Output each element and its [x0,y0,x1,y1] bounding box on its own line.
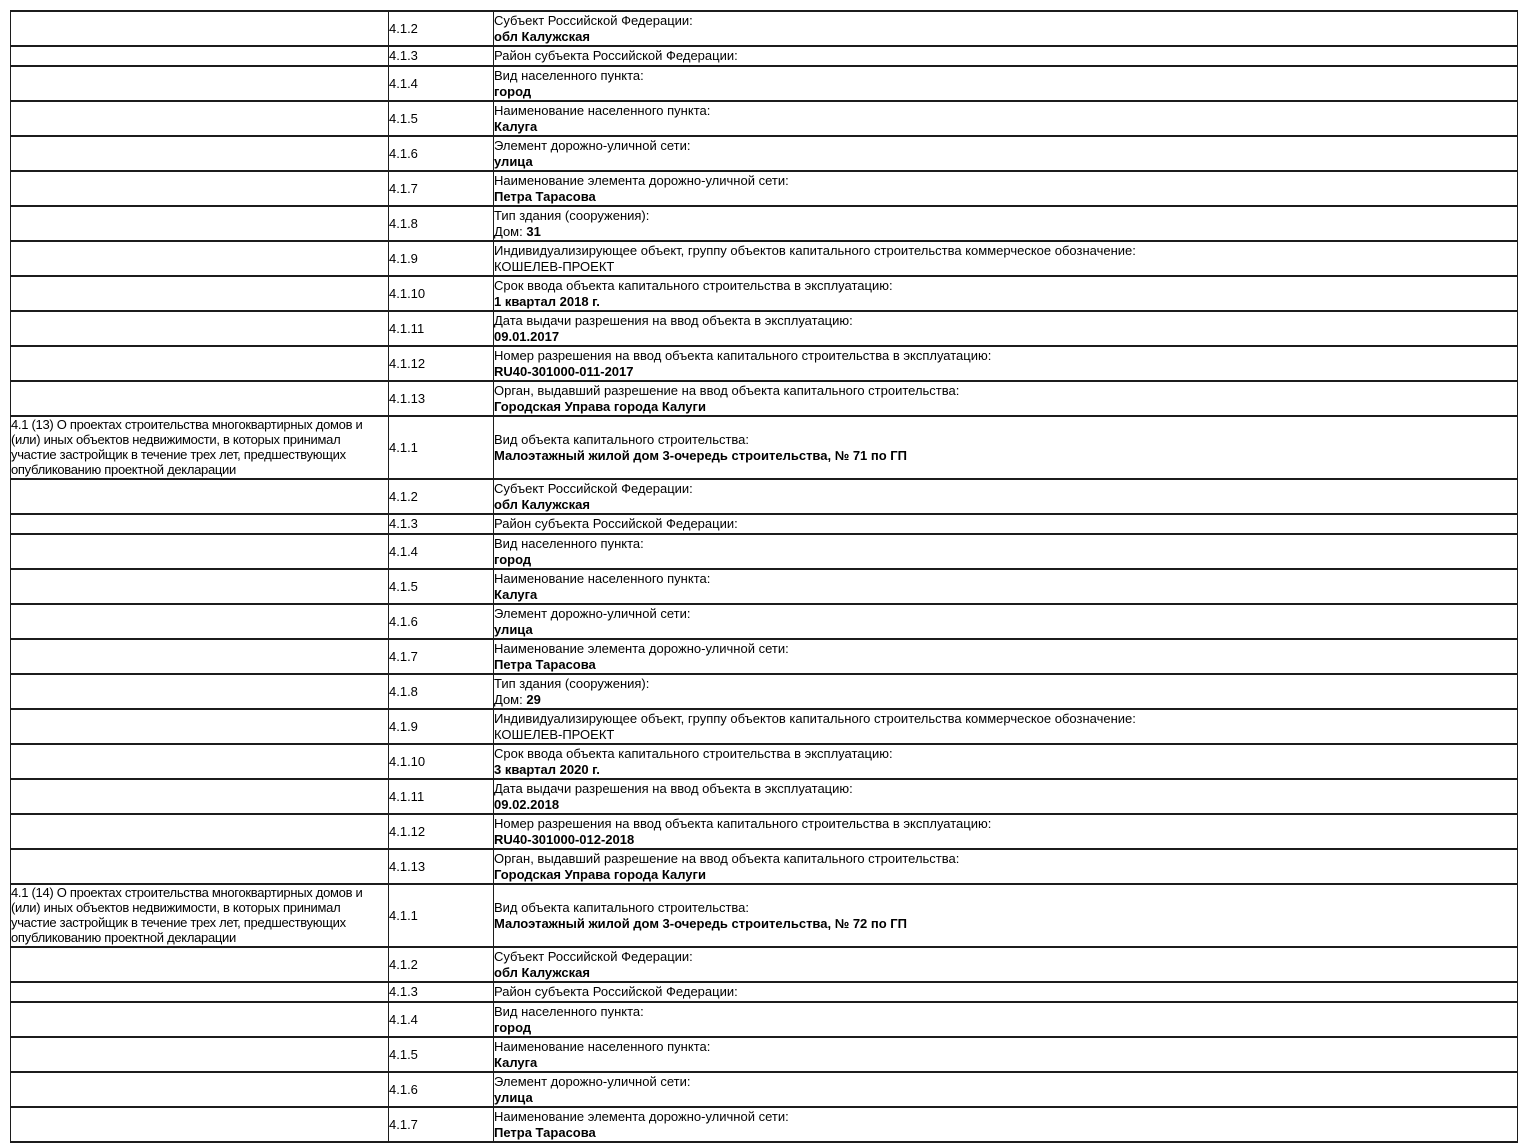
item-content-cell [494,311,1518,346]
field-value-text: Малоэтажный жилой дом 3-очередь строительства, № 72 по ГП [494,915,908,931]
item-code-cell: 4.1.13 [389,381,494,416]
table-row [11,311,1518,346]
item-content-cell [494,982,1518,1002]
section-description-cell [11,311,389,346]
field-value [494,294,1517,310]
item-code-cell: 4.1.7 [389,639,494,674]
field-value-text: 3 квартал 2020 г. [494,761,600,777]
section-description-cell [11,779,389,814]
item-content-cell [494,11,1518,46]
item-code-cell: 4.1.6 [389,136,494,171]
field-label: Тип здания (сооружения): [494,207,650,223]
table-row [11,346,1518,381]
item-code-cell: 4.1.8 [389,206,494,241]
item-code-cell: 4.1.2 [389,947,494,982]
item-content-cell [494,479,1518,514]
table-row [11,1107,1518,1142]
field-value-text: 1 квартал 2018 г. [494,293,600,309]
table-row [11,381,1518,416]
table-row [11,241,1518,276]
item-content-cell [494,416,1518,479]
table-row [11,11,1518,46]
section-description-cell [11,514,389,534]
item-code-cell: 4.1.3 [389,514,494,534]
item-content-cell [494,779,1518,814]
field-label: Элемент дорожно-уличной сети: [494,137,691,153]
section-description-cell [11,66,389,101]
table-row [11,479,1518,514]
field-value [494,1055,1517,1071]
section-description-cell [11,171,389,206]
field-label: Вид населенного пункта: [494,1003,644,1019]
table-row [11,534,1518,569]
item-code-cell: 4.1.7 [389,171,494,206]
field-label: Дата выдачи разрешения на ввод объекта в эксплуатацию: [494,312,853,328]
table-row [11,639,1518,674]
field-value [494,692,1517,708]
item-code-cell: 4.1.6 [389,1072,494,1107]
item-content-cell [494,1037,1518,1072]
item-content-cell [494,849,1518,884]
section-description-cell [11,101,389,136]
item-content-cell [494,346,1518,381]
section-description-cell [11,1072,389,1107]
item-code-cell: 4.1.4 [389,534,494,569]
field-label: Элемент дорожно-уличной сети: [494,1073,691,1089]
field-value-text: улица [494,621,533,637]
item-code-cell: 4.1.13 [389,849,494,884]
table-row [11,779,1518,814]
field-value [494,916,1517,932]
field-value-text: обл Калужская [494,28,590,44]
field-value-text: город [494,1019,532,1035]
item-content-cell [494,709,1518,744]
item-content-cell [494,381,1518,416]
field-value-text: Петра Тарасова [494,188,596,204]
table-row [11,206,1518,241]
item-code-cell: 4.1.10 [389,744,494,779]
section-description-cell [11,11,389,46]
field-value [494,797,1517,813]
section-description-cell [11,604,389,639]
section-description-cell [11,346,389,381]
field-label: Субъект Российской Федерации: [494,948,693,964]
item-code-cell: 4.1.5 [389,1037,494,1072]
item-content-cell [494,66,1518,101]
item-content-cell [494,1107,1518,1142]
field-label: Вид населенного пункта: [494,535,644,551]
field-value [494,119,1517,135]
field-value [494,399,1517,415]
field-value-text: Городская Управа города Калуги [494,398,706,414]
field-value-text: Петра Тарасова [494,1124,596,1140]
field-value [494,224,1517,240]
field-label: Район субъекта Российской Федерации: [494,984,738,999]
field-label: Наименование населенного пункта: [494,570,711,586]
table-body [11,11,1518,1142]
field-value-text: Петра Тарасова [494,656,596,672]
item-content-cell [494,101,1518,136]
field-value [494,29,1517,45]
field-value [494,832,1517,848]
section-description-cell [11,534,389,569]
item-content-cell [494,814,1518,849]
table-row [11,101,1518,136]
table-row [11,514,1518,534]
field-value-text: 29 [526,691,541,707]
field-value [494,189,1517,205]
item-code-cell: 4.1.3 [389,46,494,66]
item-code-cell: 4.1.12 [389,346,494,381]
field-value-text: Городская Управа города Калуги [494,866,706,882]
field-value [494,1125,1517,1141]
item-content-cell [494,241,1518,276]
section-description-cell: 4.1 (13) О проектах строительства многоквартирных домов и (или) иных объектов недвижимости, в которых принимал участие застройщик в течение трех лет, предшествующих опубликованию проектной декларации [11,416,389,479]
section-description-cell [11,569,389,604]
field-value [494,1020,1517,1036]
section-description-cell [11,241,389,276]
table-row [11,604,1518,639]
item-code-cell: 4.1.12 [389,814,494,849]
field-label: Субъект Российской Федерации: [494,12,693,28]
item-code-cell: 4.1.4 [389,1002,494,1037]
table-row [11,849,1518,884]
item-content-cell [494,514,1518,534]
field-value [494,867,1517,883]
item-content-cell [494,276,1518,311]
table-row [11,884,1518,947]
section-description-cell [11,276,389,311]
field-label: Элемент дорожно-уличной сети: [494,605,691,621]
field-label: Наименование элемента дорожно-уличной сети: [494,172,789,188]
item-code-cell: 4.1.4 [389,66,494,101]
table-row [11,982,1518,1002]
item-code-cell: 4.1.9 [389,709,494,744]
item-content-cell [494,604,1518,639]
table-row [11,276,1518,311]
field-value-text: 09.02.2018 [494,796,560,812]
field-value [494,1090,1517,1106]
table-row [11,66,1518,101]
item-code-cell: 4.1.6 [389,604,494,639]
field-value [494,657,1517,673]
table-row [11,744,1518,779]
table-row [11,1002,1518,1037]
field-value-text: Малоэтажный жилой дом 3-очередь строительства, № 71 по ГП [494,447,908,463]
item-content-cell [494,1002,1518,1037]
section-description-cell [11,206,389,241]
field-label: Наименование элемента дорожно-уличной сети: [494,1108,789,1124]
item-code-cell: 4.1.1 [389,416,494,479]
field-value [494,364,1517,380]
item-code-cell: 4.1.3 [389,982,494,1002]
field-value-text: 09.01.2017 [494,328,560,344]
table-row [11,1037,1518,1072]
section-description-cell [11,744,389,779]
field-value-text: Калуга [494,118,538,134]
field-value-text: 31 [526,223,541,239]
table-row [11,569,1518,604]
item-content-cell [494,206,1518,241]
field-label: Тип здания (сооружения): [494,675,650,691]
section-description-cell: 4.1 (14) О проектах строительства многоквартирных домов и (или) иных объектов недвижимости, в которых принимал участие застройщик в течение трех лет, предшествующих опубликованию проектной декларации [11,884,389,947]
field-label: Срок ввода объекта капитального строительства в эксплуатацию: [494,745,893,761]
field-value [494,965,1517,981]
field-label: Индивидуализирующее объект, группу объектов капитального строительства коммерческое обозначение: [494,242,1136,258]
item-content-cell [494,744,1518,779]
item-code-cell: 4.1.11 [389,779,494,814]
field-label: Орган, выдавший разрешение на ввод объекта капитального строительства: [494,850,960,866]
section-description-cell [11,46,389,66]
field-label: Вид объекта капитального строительства: [494,431,750,447]
table-row [11,709,1518,744]
field-value [494,762,1517,778]
field-label: Наименование населенного пункта: [494,102,711,118]
field-value [494,552,1517,568]
project-declaration-table [10,10,1518,1143]
item-code-cell: 4.1.2 [389,479,494,514]
item-code-cell: 4.1.2 [389,11,494,46]
field-value [494,154,1517,170]
field-value-text: улица [494,1089,533,1105]
field-value-text: улица [494,153,533,169]
field-value-text: RU40-301000-012-2018 [494,831,635,847]
section-description-cell [11,1002,389,1037]
item-content-cell [494,1072,1518,1107]
item-code-cell: 4.1.11 [389,311,494,346]
field-label: Номер разрешения на ввод объекта капитального строительства в эксплуатацию: [494,347,992,363]
section-description-cell [11,982,389,1002]
section-description-cell [11,814,389,849]
table-row [11,1072,1518,1107]
item-content-cell [494,569,1518,604]
item-content-cell [494,46,1518,66]
field-value [494,259,1517,275]
field-label: Наименование населенного пункта: [494,1038,711,1054]
field-value [494,622,1517,638]
section-description-cell [11,674,389,709]
field-label: Орган, выдавший разрешение на ввод объекта капитального строительства: [494,382,960,398]
field-value-text: RU40-301000-011-2017 [494,363,634,379]
table-row [11,814,1518,849]
field-value-text: город [494,551,532,567]
table-row [11,136,1518,171]
field-label: Субъект Российской Федерации: [494,480,693,496]
field-value-text: Калуга [494,586,538,602]
field-label: Вид объекта капитального строительства: [494,899,750,915]
item-content-cell [494,674,1518,709]
table-row [11,171,1518,206]
section-description-cell [11,381,389,416]
section-description-cell [11,479,389,514]
section-description-cell [11,849,389,884]
field-label: Вид населенного пункта: [494,67,644,83]
field-value-prefix: Дом: [494,691,527,707]
item-content-cell [494,639,1518,674]
section-description-cell [11,136,389,171]
section-description-cell [11,1037,389,1072]
field-label: Номер разрешения на ввод объекта капитального строительства в эксплуатацию: [494,815,992,831]
field-value [494,448,1517,464]
field-label: Индивидуализирующее объект, группу объектов капитального строительства коммерческое обозначение: [494,710,1136,726]
field-label: Район субъекта Российской Федерации: [494,516,738,531]
item-code-cell: 4.1.1 [389,884,494,947]
section-description-cell [11,1107,389,1142]
field-value-text: город [494,83,532,99]
item-code-cell: 4.1.10 [389,276,494,311]
field-value-text: КОШЕЛЕВ-ПРОЕКТ [494,258,615,274]
field-value [494,329,1517,345]
item-code-cell: 4.1.5 [389,569,494,604]
item-content-cell [494,136,1518,171]
field-label: Район субъекта Российской Федерации: [494,48,738,63]
field-value-text: обл Калужская [494,964,590,980]
field-value-prefix: Дом: [494,223,527,239]
field-value-text: Калуга [494,1054,538,1070]
item-code-cell: 4.1.9 [389,241,494,276]
item-content-cell [494,171,1518,206]
item-code-cell: 4.1.5 [389,101,494,136]
section-description-cell [11,709,389,744]
item-code-cell: 4.1.7 [389,1107,494,1142]
field-value [494,727,1517,743]
table-row [11,674,1518,709]
item-code-cell: 4.1.8 [389,674,494,709]
item-content-cell [494,947,1518,982]
field-label: Срок ввода объекта капитального строительства в эксплуатацию: [494,277,893,293]
field-value-text: обл Калужская [494,496,590,512]
field-label: Наименование элемента дорожно-уличной сети: [494,640,789,656]
table-row [11,947,1518,982]
field-label: Дата выдачи разрешения на ввод объекта в эксплуатацию: [494,780,853,796]
table-row [11,416,1518,479]
section-description-cell [11,639,389,674]
field-value [494,587,1517,603]
field-value [494,84,1517,100]
section-description-cell [11,947,389,982]
field-value [494,497,1517,513]
table-row [11,46,1518,66]
field-value-text: КОШЕЛЕВ-ПРОЕКТ [494,726,615,742]
item-content-cell [494,534,1518,569]
item-content-cell [494,884,1518,947]
